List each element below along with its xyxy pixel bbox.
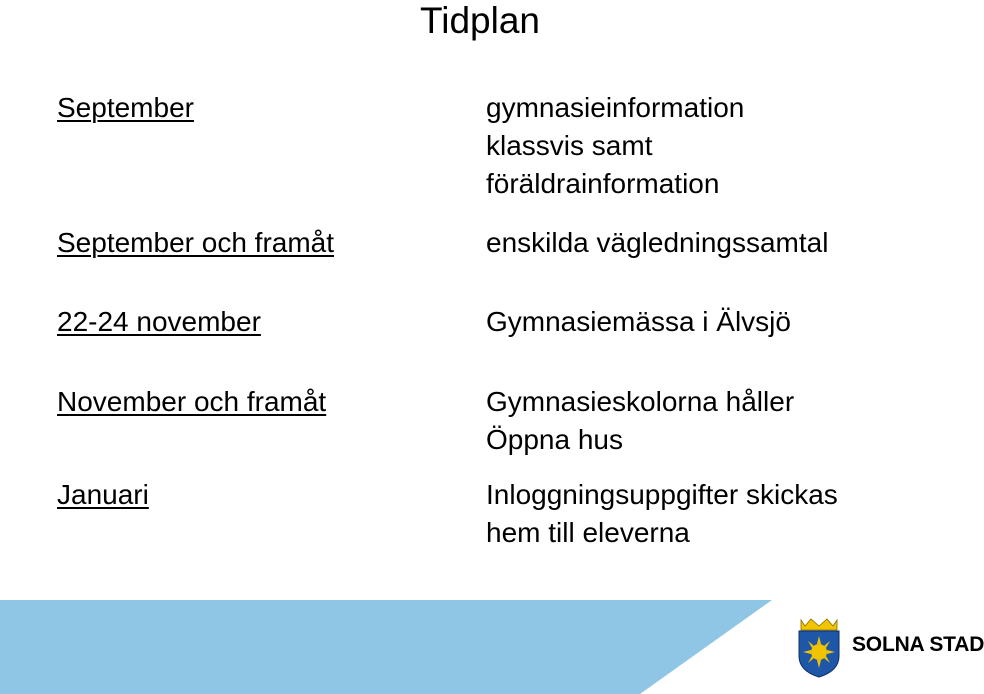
schedule-activity: enskilda vägledningssamtal <box>486 227 829 258</box>
schedule-activity: Gymnasiemässa i Älvsjö <box>486 306 791 337</box>
schedule-activity: Gymnasieskolorna håller Öppna hus <box>486 386 795 455</box>
schedule-activity: gymnasieinformation klassvis samt föräldrainformation <box>486 92 745 199</box>
page-title: Tidplan <box>420 0 540 41</box>
schedule-date: 22-24 november <box>57 306 261 337</box>
schedule-date: September och framåt <box>57 227 335 258</box>
schedule-date: November och framåt <box>57 386 327 417</box>
schedule-date: Januari <box>57 479 149 510</box>
solna-coat-of-arms-icon <box>795 618 843 678</box>
schedule-date: September <box>57 92 194 123</box>
solna-stad-logo-text: SOLNA STAD <box>852 633 984 656</box>
schedule-activity: Inloggningsuppgifter skickas hem till eleverna <box>486 479 838 548</box>
